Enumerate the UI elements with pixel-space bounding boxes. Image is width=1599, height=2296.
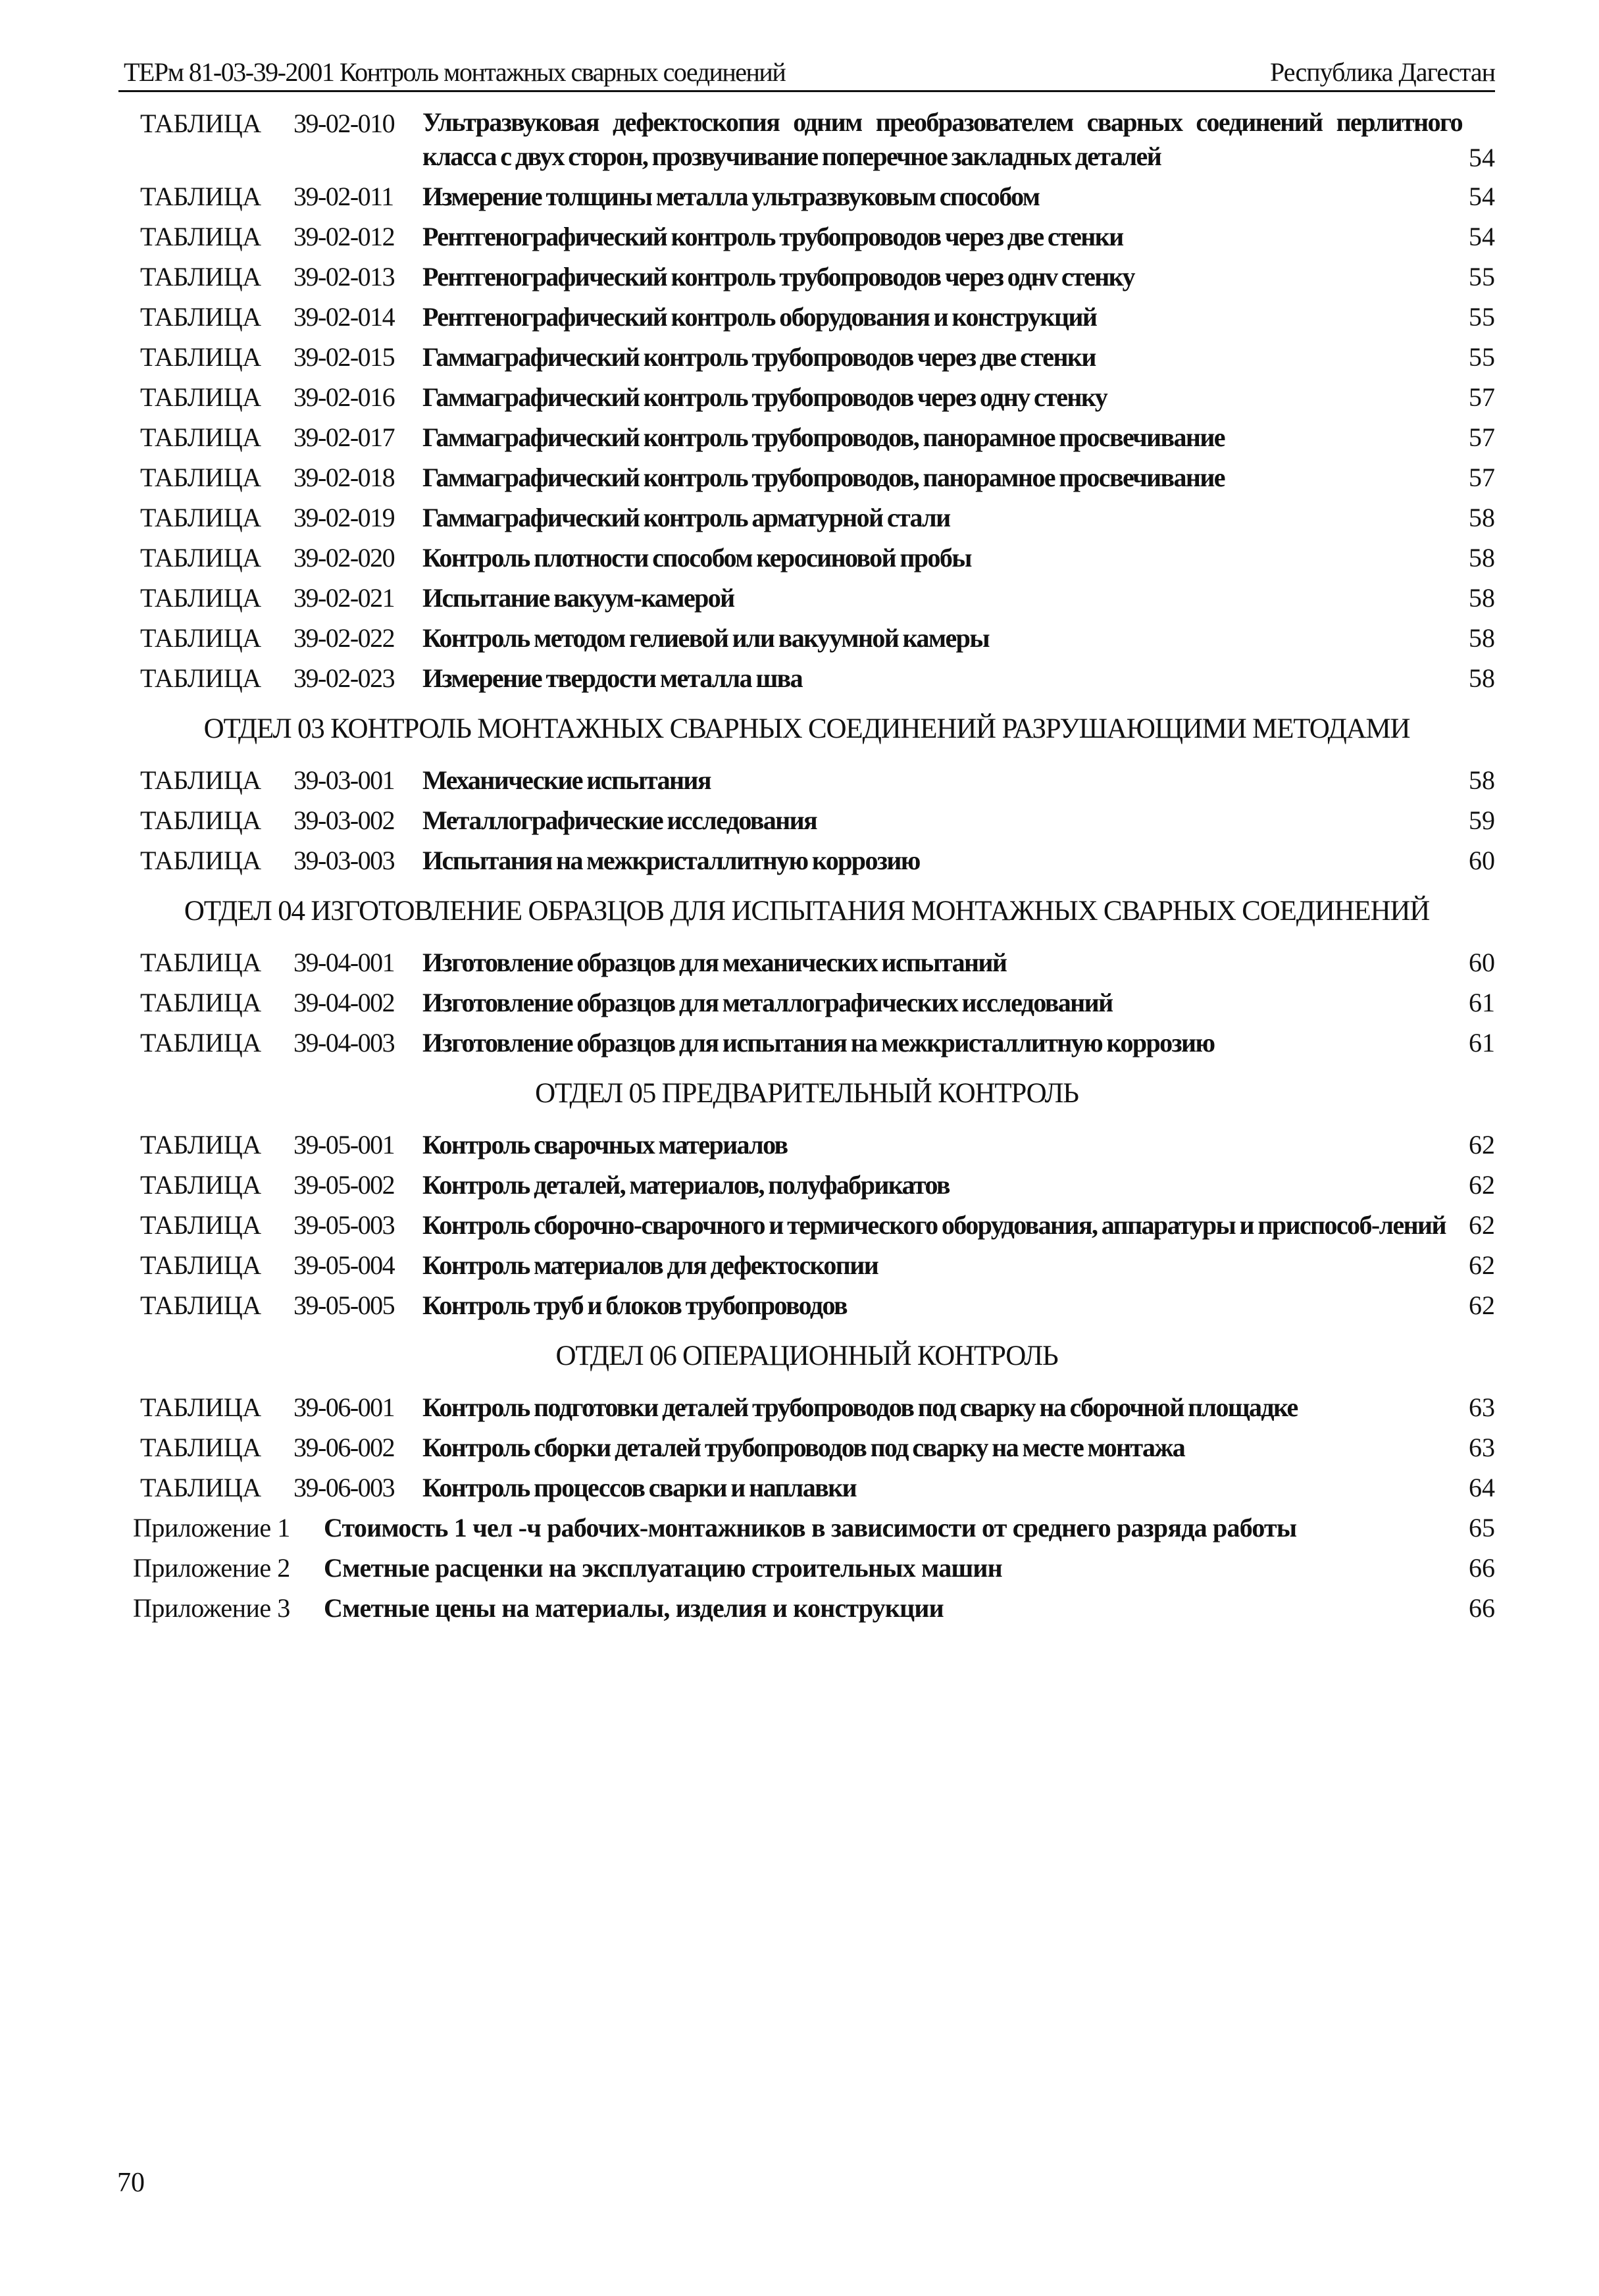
toc-entry[interactable] (118, 1387, 1495, 1427)
entry-title: Гаммаграфический контроль трубопроводов, панорамное просвечивание (422, 463, 1225, 492)
appendix-entry[interactable] (118, 1588, 1495, 1628)
entry-code: 39-02-014 (293, 302, 395, 332)
entry-title: Рентгенографический контроль трубопроводов через однv стенку (422, 262, 1134, 292)
toc-entry[interactable] (118, 217, 1495, 257)
entry-title: Контроль деталей, материалов, полуфабрикатов (422, 1170, 950, 1200)
entry-page: 58 (1469, 543, 1495, 573)
entry-title: Контроль труб и блоков трубопроводов (422, 1290, 847, 1320)
entry-title: Измерение толщины металла ультразвуковым способом (422, 182, 1040, 211)
entry-label: ТАБЛИЦА (140, 342, 261, 372)
appendix-entry[interactable] (118, 1548, 1495, 1588)
entry-label: ТАБЛИЦА (140, 1210, 261, 1240)
appendix-title: Стоимость 1 чел -ч рабочих-монтажников в зависимости от среднего разряда работы (324, 1513, 1297, 1543)
entry-label: ТАБЛИЦА (140, 109, 261, 138)
header-rule (118, 90, 1495, 92)
toc-entry[interactable] (118, 457, 1495, 497)
entry-page: 54 (1469, 222, 1495, 251)
appendix-page: 65 (1469, 1513, 1495, 1543)
entry-code: 39-03-003 (293, 846, 395, 875)
appendix-title: Сметные расценки на эксплуатацию строительных машин (324, 1553, 1002, 1583)
appendix-label: Приложение 2 (133, 1553, 290, 1583)
toc-entry[interactable] (118, 982, 1495, 1023)
entry-title: Контроль плотности способом керосиновой пробы (422, 543, 971, 573)
section-heading: ОТДЕЛ 05 ПРЕДВАРИТЕЛЬНЫЙ КОНТРОЛЬ (535, 1078, 1079, 1109)
entry-page: 62 (1469, 1250, 1495, 1280)
entry-page: 58 (1469, 663, 1495, 693)
appendix-entry[interactable] (118, 1508, 1495, 1548)
toc-entry[interactable] (118, 105, 1495, 176)
running-header (118, 55, 1495, 89)
entry-label: ТАБЛИЦА (140, 503, 261, 532)
entry-title: Рентгенографический контроль трубопроводов через две стенки (422, 222, 1123, 251)
toc-entry[interactable] (118, 1165, 1495, 1205)
entry-title: Контроль сборки деталей трубопроводов под сварку на месте монтажа (422, 1433, 1185, 1462)
entry-title: Контроль материалов для дефектоскопии (422, 1250, 878, 1280)
entry-page: 58 (1469, 503, 1495, 532)
entry-page: 55 (1469, 262, 1495, 292)
entry-title: Изготовление образцов для металлографических исследований (422, 988, 1113, 1017)
entry-title: Испытание вакуум-камерой (422, 583, 734, 613)
entry-code: 39-04-002 (293, 988, 395, 1017)
entry-label: ТАБЛИЦА (140, 463, 261, 492)
toc-entry[interactable] (118, 1427, 1495, 1467)
entry-label: ТАБЛИЦА (140, 1290, 261, 1320)
entry-label: ТАБЛИЦА (140, 583, 261, 613)
entry-page: 60 (1469, 948, 1495, 977)
entry-label: ТАБЛИЦА (140, 182, 261, 211)
entry-page: 62 (1469, 1290, 1495, 1320)
entry-page: 55 (1469, 302, 1495, 332)
section-heading: ОТДЕЛ 03 КОНТРОЛЬ МОНТАЖНЫХ СВАРНЫХ СОЕДИНЕНИЙ РАЗРУШАЮЩИМИ МЕТОДАМИ (203, 713, 1410, 744)
entry-title: Изготовление образцов для испытания на межкристаллитную коррозию (422, 1028, 1215, 1058)
entry-code: 39-02-010 (293, 109, 395, 138)
entry-title: Гаммаграфический контроль трубопроводов через одну стенку (422, 382, 1107, 412)
entry-code: 39-02-021 (293, 583, 395, 613)
entry-code: 39-06-003 (293, 1473, 395, 1502)
toc-entry[interactable] (118, 658, 1495, 698)
entry-page: 62 (1469, 1210, 1495, 1240)
entry-page: 58 (1469, 583, 1495, 613)
entry-title: Механические испытания (422, 765, 711, 795)
toc-entry[interactable] (118, 1245, 1495, 1285)
appendix-label: Приложение 3 (133, 1593, 290, 1623)
entry-page: 63 (1469, 1392, 1495, 1422)
entry-label: ТАБЛИЦА (140, 382, 261, 412)
entry-label: ТАБЛИЦА (140, 805, 261, 835)
entry-code: 39-06-002 (293, 1433, 395, 1462)
entry-title: Испытания на межкристаллитную коррозию (422, 846, 920, 875)
entry-title: Гаммаграфический контроль трубопроводов через две стенки (422, 342, 1096, 372)
entry-page: 59 (1469, 805, 1495, 835)
entry-label: ТАБЛИЦА (140, 543, 261, 573)
toc-entry[interactable] (118, 176, 1495, 217)
region-name: Республика Дагестан (1270, 57, 1495, 87)
entry-title: Ультразвуковая дефектоскопия одним преобразователем сварных соединений перлитного класса с двух сторон, прозвучивание поперечное закладных деталей (422, 107, 1462, 171)
entry-title: Рентгенографический контроль оборудования и конструкций (422, 302, 1097, 332)
entry-code: 39-06-001 (293, 1392, 395, 1422)
entry-label: ТАБЛИЦА (140, 948, 261, 977)
entry-label: ТАБЛИЦА (140, 988, 261, 1017)
toc-entry[interactable] (118, 1125, 1495, 1165)
toc-entry[interactable] (118, 1285, 1495, 1325)
toc-entry[interactable] (118, 1023, 1495, 1063)
entry-code: 39-05-004 (293, 1250, 395, 1280)
entry-page: 54 (1469, 182, 1495, 211)
entry-code: 39-03-002 (293, 805, 395, 835)
entry-page: 57 (1469, 463, 1495, 492)
entry-title: Гаммаграфический контроль арматурной стали (422, 503, 950, 532)
section-heading: ОТДЕЛ 06 ОПЕРАЦИОННЫЙ КОНТРОЛЬ (555, 1340, 1058, 1371)
toc-entry[interactable] (118, 337, 1495, 377)
entry-label: ТАБЛИЦА (140, 846, 261, 875)
entry-title: Контроль методом гелиевой или вакуумной камеры (422, 623, 989, 653)
entry-page: 63 (1469, 1433, 1495, 1462)
entry-page: 61 (1469, 988, 1495, 1017)
entry-code: 39-02-020 (293, 543, 395, 573)
entry-code: 39-02-017 (293, 422, 395, 452)
entry-page: 64 (1469, 1473, 1495, 1502)
entry-page: 55 (1469, 342, 1495, 372)
entry-page: 58 (1469, 623, 1495, 653)
entry-label: ТАБЛИЦА (140, 302, 261, 332)
entry-code: 39-05-005 (293, 1290, 395, 1320)
entry-label: ТАБЛИЦА (140, 1250, 261, 1280)
section-heading: ОТДЕЛ 04 ИЗГОТОВЛЕНИЕ ОБРАЗЦОВ ДЛЯ ИСПЫТАНИЯ МОНТАЖНЫХ СВАРНЫХ СОЕДИНЕНИЙ (184, 896, 1430, 927)
toc-entry[interactable] (118, 257, 1495, 297)
entry-page: 62 (1469, 1170, 1495, 1200)
entry-label: ТАБЛИЦА (140, 1392, 261, 1422)
entry-code: 39-02-011 (293, 182, 393, 211)
entry-code: 39-02-016 (293, 382, 395, 412)
entry-label: ТАБЛИЦА (140, 1028, 261, 1058)
toc-entry[interactable] (118, 538, 1495, 578)
entry-code: 39-02-023 (293, 663, 395, 693)
entry-page: 57 (1469, 422, 1495, 452)
appendix-page: 66 (1469, 1553, 1495, 1583)
entry-label: ТАБЛИЦА (140, 1130, 261, 1160)
document-title: ТЕРм 81-03-39-2001 Контроль монтажных сварных соединений (124, 57, 786, 87)
entry-page: 61 (1469, 1028, 1495, 1058)
page-number: 70 (117, 2168, 145, 2198)
appendix-page: 66 (1469, 1593, 1495, 1623)
entry-code: 39-04-001 (293, 948, 395, 977)
toc-entry[interactable] (118, 578, 1495, 618)
entry-title: Металлографические исследования (422, 805, 817, 835)
toc-entry[interactable] (118, 1205, 1495, 1245)
entry-code: 39-03-001 (293, 765, 395, 795)
entry-code: 39-02-018 (293, 463, 395, 492)
toc-entry[interactable] (118, 297, 1495, 337)
entry-code: 39-05-002 (293, 1170, 395, 1200)
entry-title: Контроль процессов сварки и наплавки (422, 1473, 857, 1502)
entry-code: 39-02-012 (293, 222, 395, 251)
entry-title: Гаммаграфический контроль трубопроводов, панорамное просвечивание (422, 422, 1225, 452)
entry-title: Контроль сборочно-сварочного и термического оборудования, аппаратуры и приспособ-лений (422, 1210, 1446, 1240)
table-of-contents (118, 105, 1495, 1628)
entry-page: 57 (1469, 382, 1495, 412)
entry-label: ТАБЛИЦА (140, 1473, 261, 1502)
entry-label: ТАБЛИЦА (140, 1433, 261, 1462)
appendix-title: Сметные цены на материалы, изделия и конструкции (324, 1593, 944, 1623)
entry-code: 39-02-015 (293, 342, 395, 372)
entry-code: 39-05-001 (293, 1130, 395, 1160)
entry-label: ТАБЛИЦА (140, 765, 261, 795)
toc-entry[interactable] (118, 497, 1495, 538)
entry-page: 60 (1469, 846, 1495, 875)
entry-code: 39-02-013 (293, 262, 395, 292)
toc-entry[interactable] (118, 942, 1495, 982)
entry-code: 39-04-003 (293, 1028, 395, 1058)
entry-page: 62 (1469, 1130, 1495, 1160)
toc-entry[interactable] (118, 840, 1495, 880)
entry-label: ТАБЛИЦА (140, 422, 261, 452)
entry-title: Контроль подготовки деталей трубопроводов под сварку на сборочной площадке (422, 1392, 1298, 1422)
entry-code: 39-02-022 (293, 623, 395, 653)
toc-entry[interactable] (118, 1467, 1495, 1508)
entry-label: ТАБЛИЦА (140, 663, 261, 693)
entry-page: 54 (1469, 143, 1495, 172)
entry-code: 39-02-019 (293, 503, 395, 532)
entry-page: 58 (1469, 765, 1495, 795)
entry-label: ТАБЛИЦА (140, 1170, 261, 1200)
toc-entry[interactable] (118, 760, 1495, 800)
toc-entry[interactable] (118, 377, 1495, 417)
entry-code: 39-05-003 (293, 1210, 395, 1240)
entry-title: Контроль сварочных материалов (422, 1130, 788, 1160)
appendix-label: Приложение 1 (133, 1513, 290, 1543)
toc-entry[interactable] (118, 618, 1495, 658)
entry-label: ТАБЛИЦА (140, 623, 261, 653)
entry-title: Измерение твердости металла шва (422, 663, 803, 693)
toc-entry[interactable] (118, 417, 1495, 457)
toc-entry[interactable] (118, 800, 1495, 840)
entry-label: ТАБЛИЦА (140, 262, 261, 292)
entry-title: Изготовление образцов для механических испытаний (422, 948, 1007, 977)
entry-label: ТАБЛИЦА (140, 222, 261, 251)
